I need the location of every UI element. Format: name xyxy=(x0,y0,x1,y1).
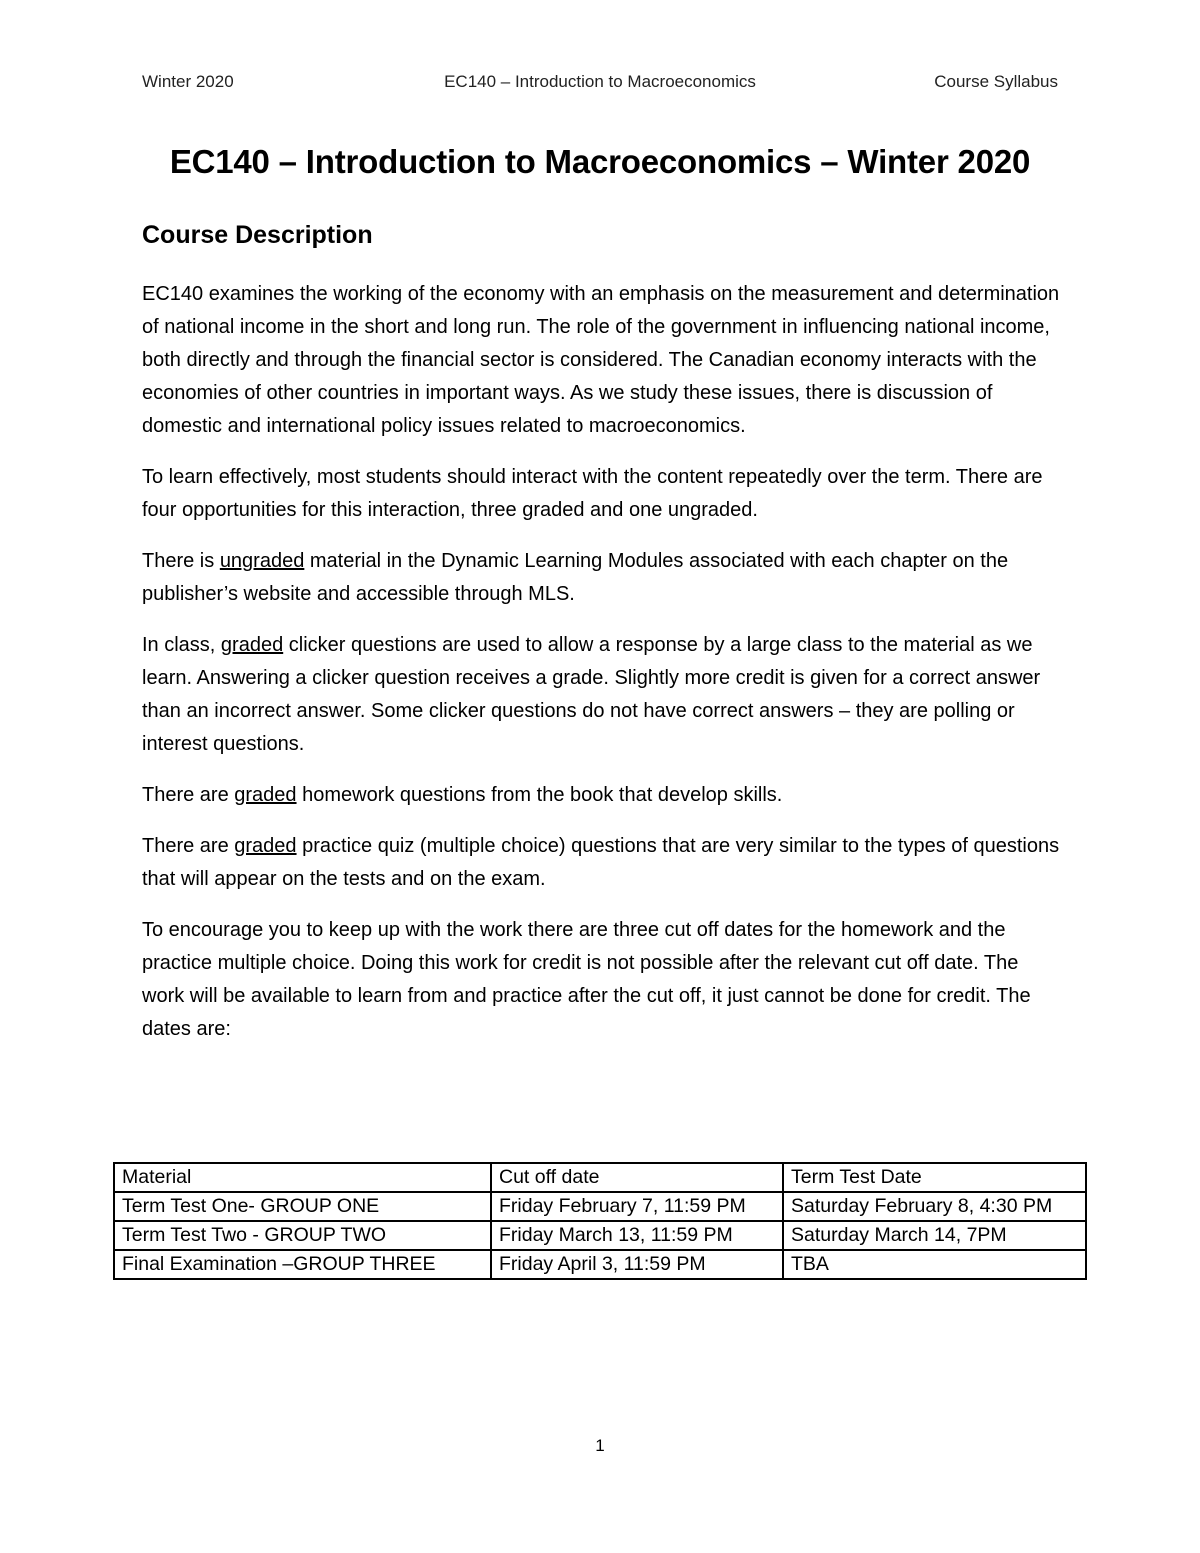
paragraph-cutoff-dates: To encourage you to keep up with the work there are three cut off dates for the homework and the practice multiple choice. Doing this work for credit is not possible after the relevant cut off date. The work will be available to learn from and practice after the cut off, it just cannot be done for credit. The dates are: xyxy=(142,919,1031,1040)
table-cell: Friday March 13, 11:59 PM xyxy=(491,1221,783,1250)
text-fragment: In class, xyxy=(142,634,221,656)
paragraph-homework xyxy=(142,779,1062,812)
course-description xyxy=(142,278,1062,1064)
section-heading: Course Description xyxy=(142,221,373,249)
header-cell: Term Test Date xyxy=(783,1163,1086,1192)
table-cell: Friday February 7, 11:59 PM xyxy=(491,1192,783,1221)
table-cell: Friday April 3, 11:59 PM xyxy=(491,1250,783,1279)
header-term: Winter 2020 xyxy=(142,72,234,91)
text-fragment: There are xyxy=(142,784,235,806)
table-header-row xyxy=(114,1163,1086,1192)
header-doc-type: Course Syllabus xyxy=(934,72,1058,91)
table-row xyxy=(114,1250,1086,1279)
underlined-term: graded xyxy=(234,835,297,857)
text-fragment: material in the Dynamic Learning Modules associated with each chapter on the publisher’s website and accessible through MLS. xyxy=(142,550,1009,605)
table-cell: Saturday March 14, 7PM xyxy=(783,1221,1086,1250)
text-fragment: There is xyxy=(142,550,220,572)
paragraph-ungraded xyxy=(142,545,1062,611)
text-fragment: homework questions from the book that develop skills. xyxy=(296,784,783,806)
text-fragment: There are xyxy=(142,835,235,857)
paragraph-learning: To learn effectively, most students should interact with the content repeatedly over the term. There are four opportunities for this interaction, three graded and one ungraded. xyxy=(142,466,1043,521)
text-fragment: practice quiz (multiple choice) questions that are very similar to the types of questions that will appear on the tests and on the exam. xyxy=(142,835,1060,890)
header-cell: Cut off date xyxy=(491,1163,783,1192)
table-cell: Saturday February 8, 4:30 PM xyxy=(783,1192,1086,1221)
header-cell: Material xyxy=(114,1163,491,1192)
underlined-term: graded xyxy=(220,634,284,656)
table-cell: Term Test Two - GROUP TWO xyxy=(114,1221,491,1250)
table-row xyxy=(114,1221,1086,1250)
page-header xyxy=(142,72,1058,98)
document-title: EC140 – Introduction to Macroeconomics – Winter 2020 xyxy=(169,143,1031,180)
text-fragment: clicker questions are used to allow a response by a large class to the material as we learn. Answering a clicker question receives a grade. Slightly more credit is given for a correct answer than an incorrect answer. Some clicker questions do not have correct answers – they are polling or interest questions. xyxy=(142,634,1041,755)
table-row xyxy=(114,1192,1086,1221)
underlined-term: ungraded xyxy=(219,550,305,572)
table-cell: Term Test One- GROUP ONE xyxy=(114,1192,491,1221)
paragraph-clicker xyxy=(142,629,1062,761)
header-course-title: EC140 – Introduction to Macroeconomics xyxy=(444,72,756,91)
paragraph-overview: EC140 examines the working of the economy with an emphasis on the measurement and determination of national income in the short and long run. The role of the government in influencing national income, both directly and through the financial sector is considered. The Canadian economy interacts with the economies of other countries in important ways. As we study these issues, there is discussion of domestic and international policy issues related to macroeconomics. xyxy=(142,283,1060,437)
table-cell: TBA xyxy=(783,1250,1086,1279)
page-number: 1 xyxy=(595,1436,605,1455)
cutoff-dates-table xyxy=(113,1162,1087,1280)
underlined-term: graded xyxy=(234,784,297,806)
table-cell: Final Examination –GROUP THREE xyxy=(114,1250,491,1279)
paragraph-practice-quiz xyxy=(142,830,1062,896)
